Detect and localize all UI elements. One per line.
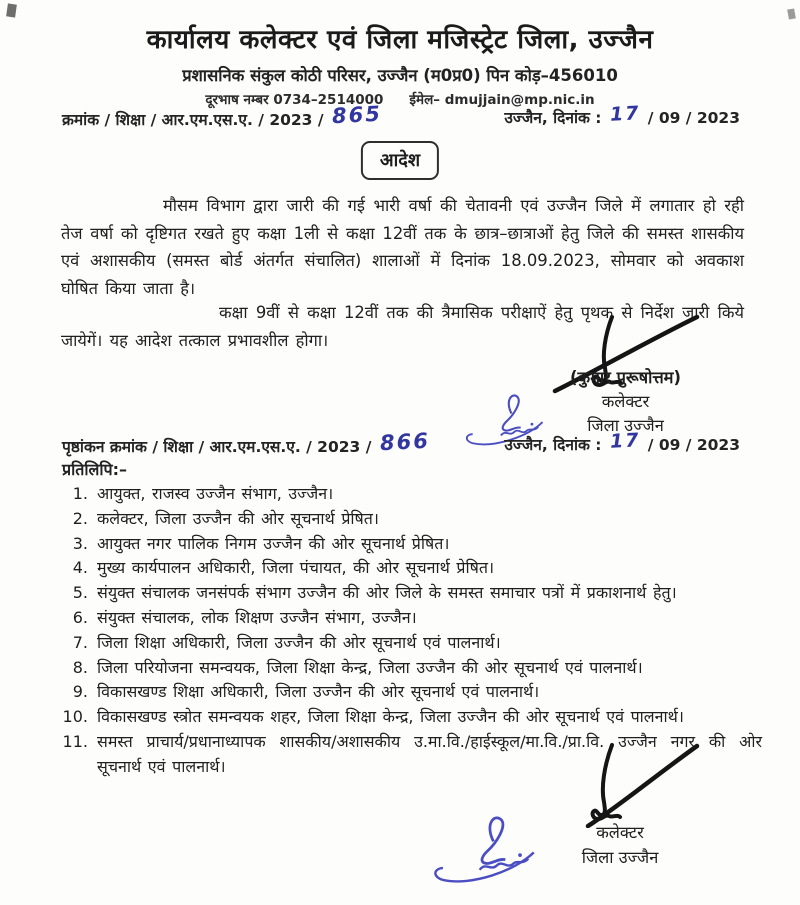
order-heading: आदेश [361, 141, 439, 180]
copy-item [60, 482, 762, 507]
order-para-1: मौसम विभाग द्वारा जारी की गई भारी वर्षा की चेतावनी एवं उज्जैन जिले में लगातार हो रही तेज वर्षा को दृष्टिगत रखते हुए कक्षा 1ली से कक्षा 12वीं तक के छात्र–छात्राओं हेतु जिले की समस्त शासकीय एवं अशासकीय (समस्त बोर्ड अंतर्गत संचालित) शालाओं में दिनांक 18.09.2023, सोमवार को अवकाश घोषित किया जाता है। [61, 196, 744, 298]
order-para-2: कक्षा 9वीं से कक्षा 12वीं तक की त्रैमासिक परीक्षाऐं हेतु पृथक से निर्देश जारी किये जायेगें। यह आदेश तत्काल प्रभावशील होगा। [61, 303, 744, 350]
copy-item [60, 581, 762, 606]
copy-item-number: 9. [72, 682, 88, 702]
place-date: उज्जैन, दिनांक : 17 / 09 / 2023 [504, 102, 740, 127]
copy-item [60, 532, 762, 557]
scan-artifact [6, 3, 17, 17]
copy-item-number: 4. [72, 558, 88, 578]
copy-item [60, 606, 762, 631]
endorsement-date-handwritten: 17 [609, 429, 641, 453]
copy-item-text: जिला परियोजना समन्वयक, जिला शिक्षा केन्द्र, जिला उज्जैन की ओर सूचनार्थ एवं पालनार्थ। [97, 657, 643, 677]
signatory-name: (कुमार पुरूषोत्तम) [570, 368, 681, 387]
copy-item-text: जिला शिक्षा अधिकारी, जिला उज्जैन की ओर सूचनार्थ एवं पालनार्थ। [97, 632, 501, 652]
reference-number-handwritten: 865 [331, 101, 383, 129]
office-phone: दूरभाष नम्बर 0734–2514000 [205, 92, 384, 108]
copy-item-text: कलेक्टर, जिला उज्जैन की ओर सूचनार्थ प्रेषित। [97, 508, 379, 528]
signatory-district: जिला उज्जैन [587, 416, 664, 435]
copy-item-text: मुख्य कार्यपालन अधिकारी, जिला पंचायत, की ओर सूचनार्थ प्रेषित। [97, 558, 495, 578]
reference-row [62, 101, 740, 130]
signatory-designation: कलेक्टर [601, 392, 650, 411]
date-handwritten: 17 [609, 102, 641, 126]
endorsement-row [62, 428, 740, 457]
office-address: प्रशासनिक संकुल कोठी परिसर, उज्जैन (म0प्र0) पिन कोड़–456010 [182, 66, 618, 85]
footer-signatory-designation: कलेक्टर [596, 823, 644, 842]
copy-item-number: 5. [72, 583, 88, 603]
copies-list [60, 482, 762, 780]
office-title: कार्यालय कलेक्टर एवं जिला मजिस्ट्रेट जिला, उज्जैन [146, 25, 654, 55]
copies-label: प्रतिलिपि:– [62, 460, 127, 479]
endorsement-number: पृष्ठांकन क्रमांक / शिक्षा / आर.एम.एस.ए. / 2023 / 866 [62, 428, 431, 456]
copy-item-number: 11. [62, 731, 88, 751]
copy-item-number: 7. [72, 632, 88, 652]
copy-item-text: आयुक्त, राजस्व उज्जैन संभाग, उज्जैन। [97, 484, 334, 503]
copy-item-text: संयुक्त संचालक, लोक शिक्षण उज्जैन संभाग, उज्जैन। [97, 607, 417, 627]
copy-item-number: 10. [62, 707, 88, 727]
copy-item-number: 3. [72, 533, 88, 553]
endorsement-number-handwritten: 866 [379, 428, 431, 456]
office-email: ईमेल– dmujjain@mp.nic.in [409, 92, 595, 108]
copy-item-number: 1. [72, 484, 88, 503]
scan-artifact [787, 8, 796, 19]
copy-item-text: विकासखण्ड स्त्रोत समन्वयक शहर, जिला शिक्षा केन्द्र, जिला उज्जैन की ओर सूचनार्थ एवं पालनार्थ। [97, 707, 684, 727]
collector-signature-icon [548, 742, 703, 828]
copy-item [60, 556, 762, 581]
copy-item [60, 680, 762, 705]
footer-signatory-block [540, 820, 700, 870]
copy-item-text: समस्त प्राचार्य/प्रधानाध्यापक शासकीय/अशासकीय उ.मा.वि./हाईस्कूल/मा.वि./प्रा.वि. उज्जैन नगर की ओर सूचनार्थ एवं पालनार्थ। [97, 731, 762, 776]
reference-number: क्रमांक / शिक्षा / आर.एम.एस.ए. / 2023 / 865 [62, 101, 383, 129]
copy-item-text: विकासखण्ड शिक्षा अधिकारी, जिला उज्जैन की ओर सूचनार्थ एवं पालनार्थ। [97, 682, 540, 702]
copy-item [60, 631, 762, 656]
copy-item [60, 705, 762, 730]
copy-item-number: 6. [72, 607, 88, 627]
copy-item-text: संयुक्त संचालक जनसंपर्क संभाग उज्जैन की ओर जिले के समस्त समाचार पत्रों में प्रकाशनार्थ हेतु। [97, 583, 677, 603]
endorsement-place-date: उज्जैन, दिनांक : 17 / 09 / 2023 [504, 429, 740, 454]
signatory-block [528, 366, 723, 438]
copy-item-text: आयुक्त नगर पालिक निगम उज्जैन की ओर सूचनार्थ प्रेषित। [97, 533, 450, 553]
copy-item [60, 656, 762, 681]
copy-item-number: 8. [72, 657, 88, 677]
copy-item-number: 2. [72, 508, 88, 528]
letterhead [0, 20, 800, 108]
copy-item [60, 507, 762, 532]
footer-signatory-district: जिला उज्जैन [581, 848, 659, 867]
